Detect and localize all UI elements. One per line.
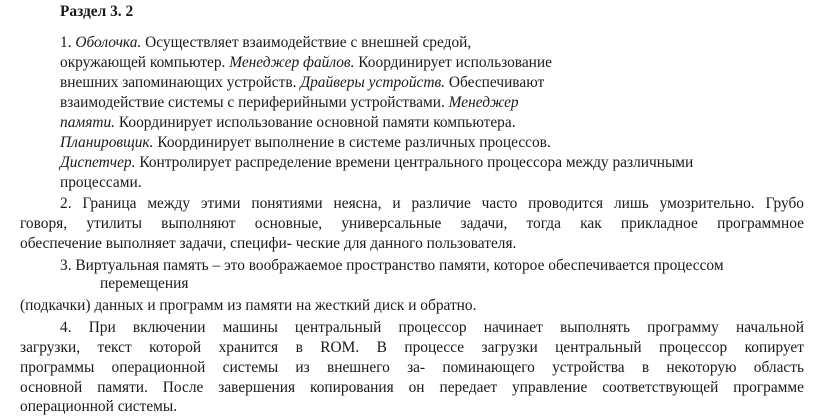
item1-line7 — [60, 153, 693, 173]
dispatcher-desc-b: процессами. — [60, 174, 142, 191]
file-manager-desc-b: внешних запоминающих устройств. — [60, 74, 297, 91]
item2-line3: обеспечение выполняет задачи, специфи- ческие для данного пользователя. — [20, 235, 517, 252]
item1-line2 — [60, 53, 552, 73]
item4-line2: загрузки, текст которой хранится в ROM. В процессе загрузки центральный процессор копирует — [20, 339, 804, 356]
item1-line6 — [60, 133, 551, 153]
drivers-desc-a: Обеспечивают — [445, 74, 545, 91]
item1-line4 — [60, 93, 519, 113]
item1-number: 1. — [60, 34, 72, 51]
item1-line1 — [60, 33, 471, 53]
shell-desc-a: Осуществляет взаимодействие с внешней средой, — [141, 34, 472, 51]
scheduler-desc: Координирует выполнение в системе различных процессов. — [153, 134, 551, 151]
item2-line1: 2. Граница между этими понятиями неясна, и различие часто проводится лишь умозрительно. Грубо — [60, 195, 804, 212]
scheduler-term: Планировщик. — [60, 134, 154, 151]
item4-line3: программы операционной системы из внешнего за- поминающего устройства в некоторую область — [20, 359, 804, 376]
item4-line1: 4. При включении машины центральный процессор начинает выполнять программу начальной — [60, 319, 804, 336]
item1-line3 — [60, 73, 544, 93]
memory-manager-term-a: Менеджер — [444, 94, 519, 111]
item3-line3: (подкачки) данных и программ из памяти на жесткий диск и обратно. — [20, 297, 477, 314]
item3-line2: перемещения — [100, 275, 189, 292]
drivers-desc-b: взаимодействие системы с периферийными устройствами. — [60, 94, 445, 111]
item1-line5 — [60, 113, 516, 133]
shell-desc-b: окружающей компьютер. — [60, 54, 226, 71]
memory-manager-term-b: памяти. — [60, 114, 116, 131]
item4-line5: операционной системы. — [20, 398, 178, 415]
item2-line2: говоря, утилиты выполняют основные, универсальные задачи, тогда как прикладное программное — [20, 215, 804, 232]
item3-line1: 3. Виртуальная память – это воображаемое пространство памяти, которое обеспечивается процессом — [60, 257, 724, 274]
dispatcher-term: Диспетчер. — [60, 154, 136, 171]
drivers-term: Драйверы устройств. — [296, 74, 446, 91]
item1-line8 — [60, 173, 142, 193]
memory-manager-desc: Координирует использование основной памяти компьютера. — [115, 114, 516, 131]
shell-term: Оболочка. — [75, 34, 142, 51]
file-manager-term: Менеджер файлов. — [225, 54, 355, 71]
dispatcher-desc-a: Контролирует распределение времени центрального процессора между различными — [135, 154, 694, 171]
file-manager-desc-a: Координирует использование — [354, 54, 552, 71]
item4-line4: основной памяти. После завершения копирования он передает управление соответствующей программе — [20, 379, 804, 396]
section-title: Раздел 3. 2 — [60, 3, 134, 20]
